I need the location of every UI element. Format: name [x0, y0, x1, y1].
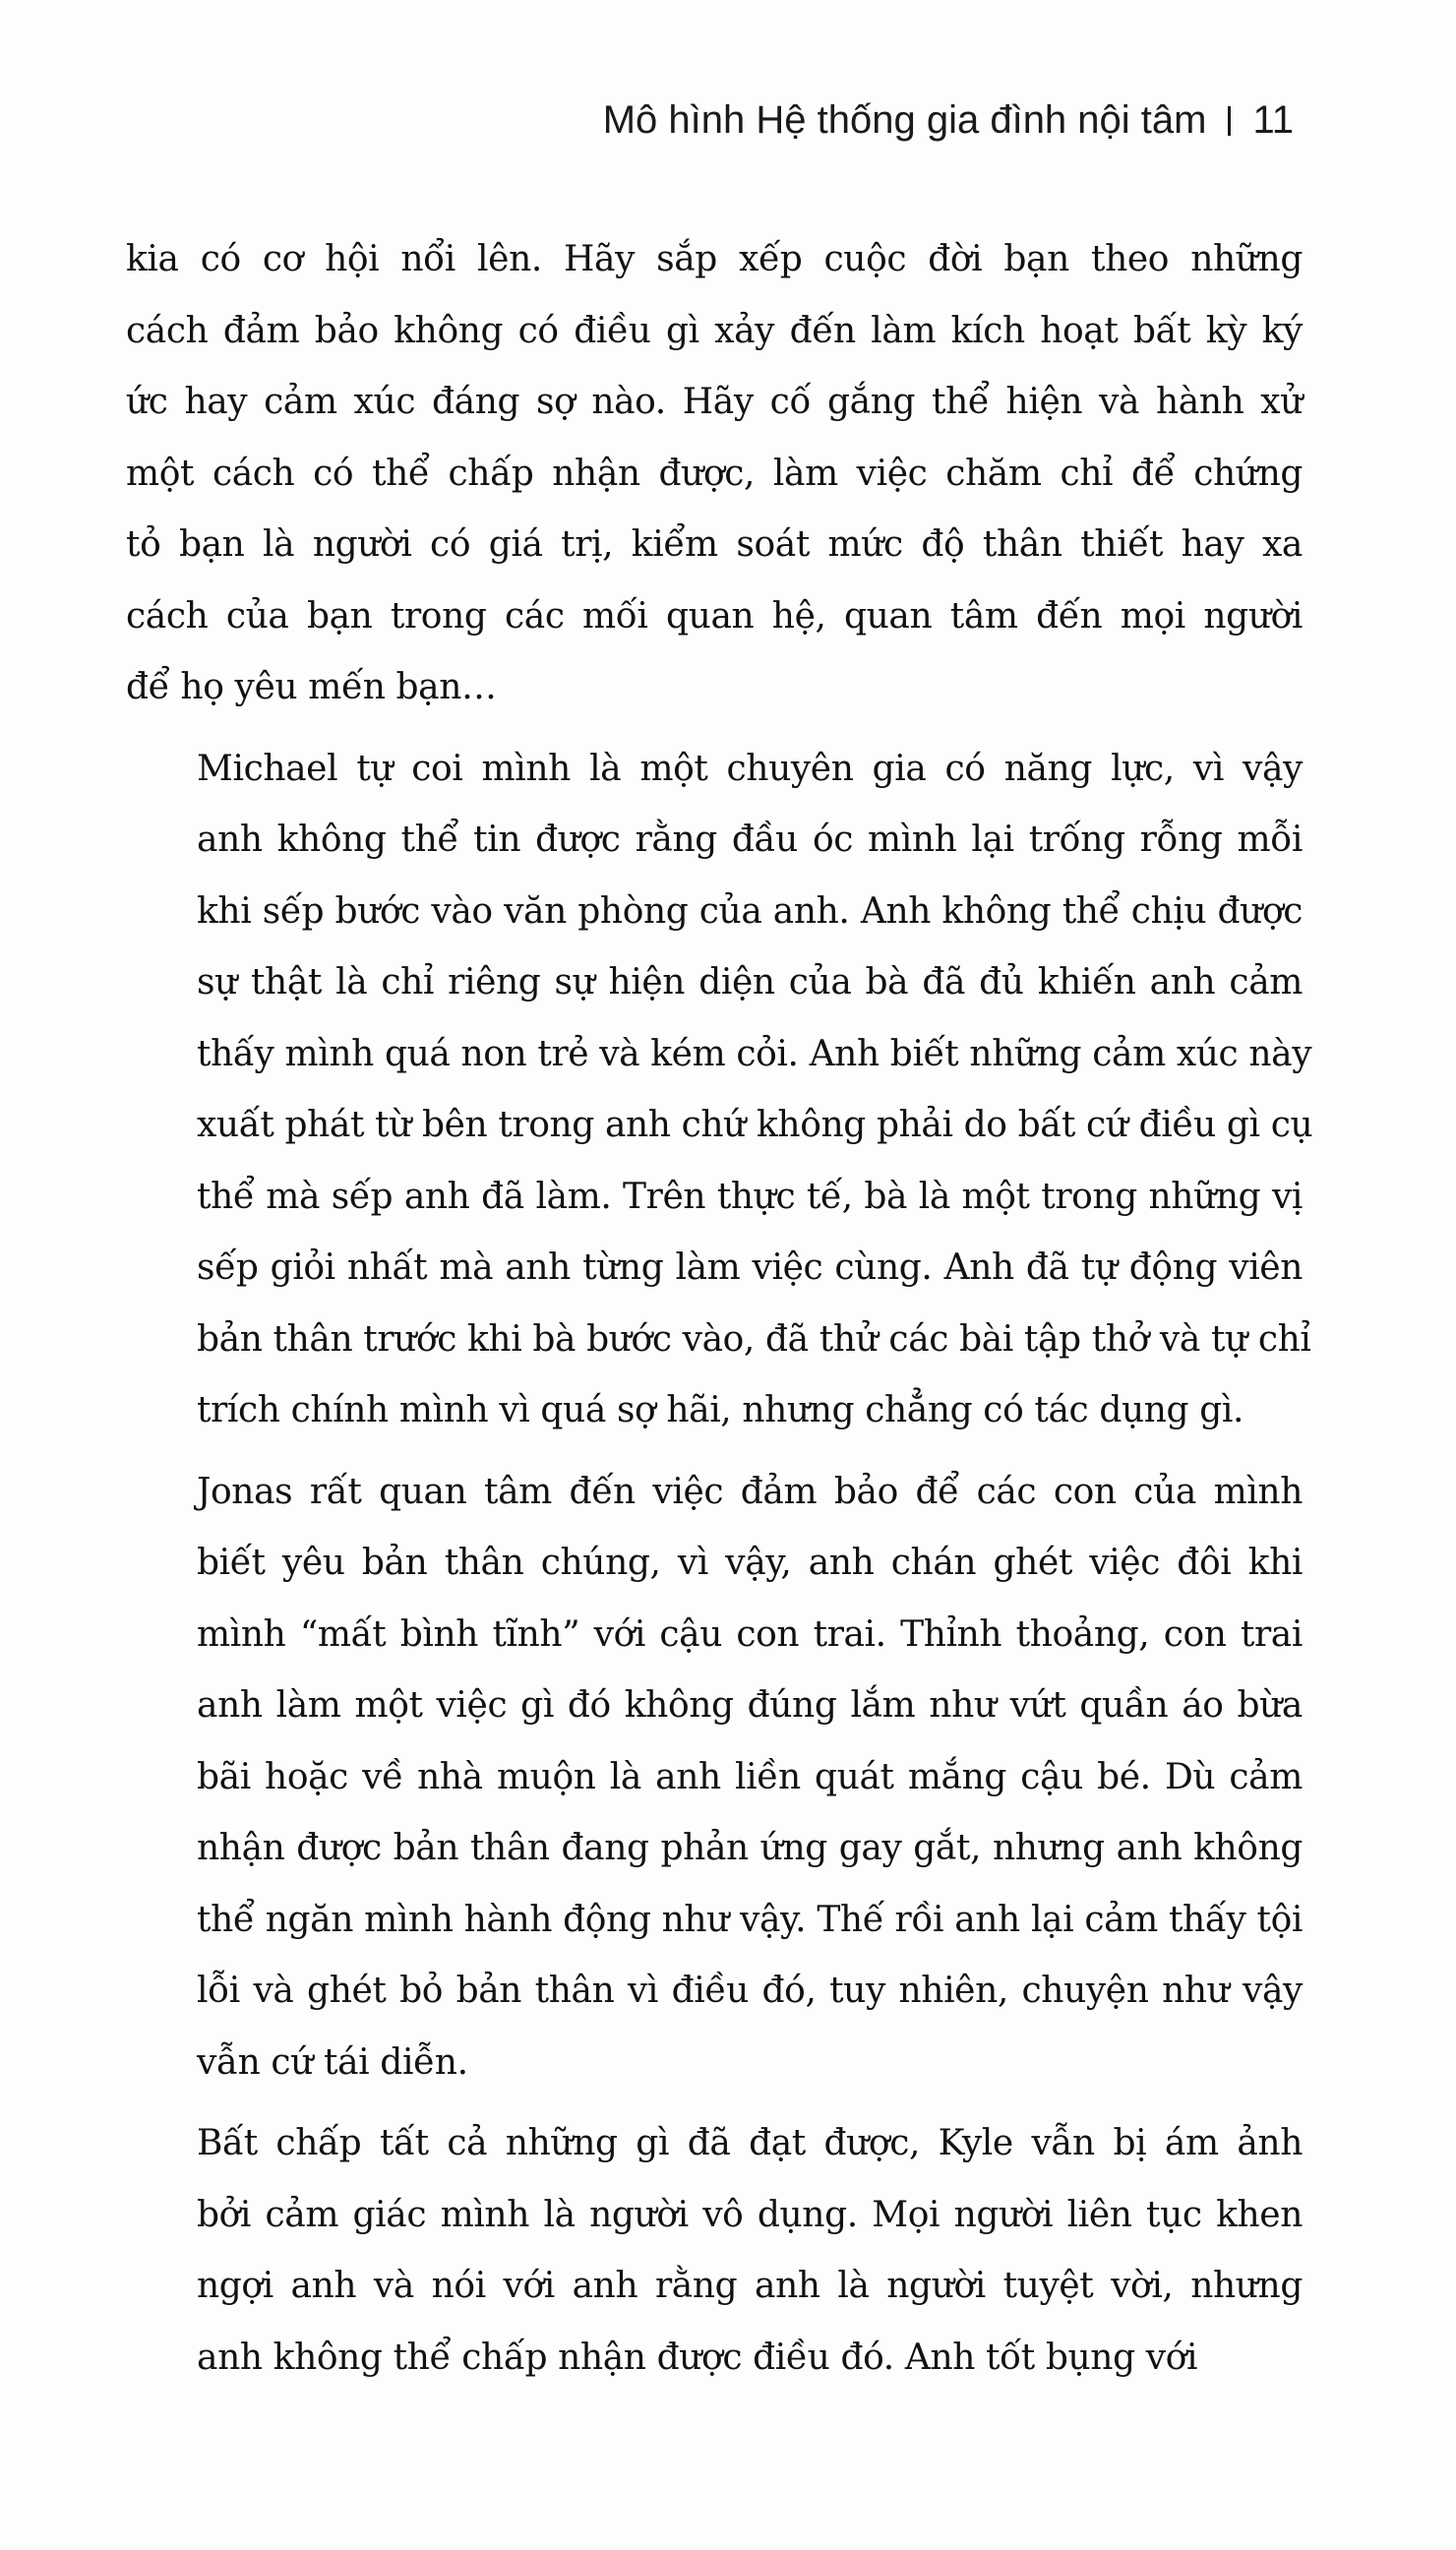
text-line: cách của bạn trong các mối quan hệ, quan tâm đến mọi người — [126, 595, 1303, 637]
text-line: biết yêu bản thân chúng, vì vậy, anh chán ghét việc đôi khi — [197, 1543, 1303, 1583]
text-line: anh làm một việc gì đó không đúng lắm như vứt quần áo bừa — [197, 1685, 1303, 1726]
text-line: Bất chấp tất cả những gì đã đạt được, Kyle vẫn bị ám ảnh — [197, 2123, 1303, 2163]
text-line: vẫn cứ tái diễn. — [197, 2041, 468, 2083]
text-line: mình “mất bình tĩnh” với cậu con trai. Thỉnh thoảng, con trai — [197, 1613, 1303, 1655]
text-line: ngợi anh và nói với anh rằng anh là người tuyệt vời, nhưng — [197, 2266, 1303, 2306]
chapter-title: Mô hình Hệ thống gia đình nội tâm — [602, 98, 1207, 142]
paragraph — [126, 1457, 1303, 2099]
paragraph — [126, 2108, 1303, 2394]
text-line: thể ngăn mình hành động như vậy. Thế rồi anh lại cảm thấy tội — [197, 1899, 1303, 1940]
text-line: thể mà sếp anh đã làm. Trên thực tế, bà là một trong những vị — [197, 1176, 1303, 1217]
header-separator — [1228, 106, 1231, 136]
text-line: Jonas rất quan tâm đến việc đảm bảo để các con của mình — [197, 1471, 1303, 1512]
text-line: nhận được bản thân đang phản ứng gay gắt, nhưng anh không — [197, 1828, 1303, 1868]
text-line: anh không thể tin được rằng đầu óc mình lại trống rỗng mỗi — [197, 820, 1303, 860]
paragraph — [126, 734, 1313, 1447]
text-line: cách đảm bảo không có điều gì xảy đến làm kích hoạt bất kỳ ký — [126, 310, 1303, 351]
text-line: bãi hoặc về nhà muộn là anh liền quát mắng cậu bé. Dù cảm — [197, 1756, 1303, 1797]
text-line: xuất phát từ bên trong anh chứ không phải do bất cứ điều gì cụ — [197, 1105, 1313, 1145]
body-text — [126, 224, 1313, 2403]
text-line: anh không thể chấp nhận được điều đó. Anh tốt bụng với — [197, 2337, 1198, 2378]
text-line: ức hay cảm xúc đáng sợ nào. Hãy cố gắng thể hiện và hành xử — [126, 382, 1303, 422]
text-line: để họ yêu mến bạn… — [126, 667, 497, 707]
text-line: bởi cảm giác mình là người vô dụng. Mọi người liên tục khen — [197, 2194, 1303, 2235]
text-line: Michael tự coi mình là một chuyên gia có năng lực, vì vậy — [197, 748, 1303, 789]
text-line: sếp giỏi nhất mà anh từng làm việc cùng. Anh đã tự động viên — [197, 1247, 1303, 1288]
text-line: sự thật là chỉ riêng sự hiện diện của bà đã đủ khiến anh cảm — [197, 962, 1303, 1002]
text-line: thấy mình quá non trẻ và kém cỏi. Anh biết những cảm xúc này — [197, 1033, 1312, 1074]
text-line: trích chính mình vì quá sợ hãi, nhưng chẳng có tác dụng gì. — [197, 1390, 1244, 1430]
running-header — [603, 98, 1294, 143]
page-number: 11 — [1252, 98, 1294, 142]
text-line: khi sếp bước vào văn phòng của anh. Anh không thể chịu được — [197, 890, 1303, 932]
text-line: kia có cơ hội nổi lên. Hãy sắp xếp cuộc đời bạn theo những — [126, 239, 1303, 279]
paragraph — [126, 224, 1303, 724]
text-line: lỗi và ghét bỏ bản thân vì điều đó, tuy nhiên, chuyện như vậy — [197, 1971, 1303, 2011]
text-line: tỏ bạn là người có giá trị, kiểm soát mức độ thân thiết hay xa — [126, 524, 1303, 565]
text-line: bản thân trước khi bà bước vào, đã thử các bài tập thở và tự chỉ — [197, 1318, 1311, 1360]
text-line: một cách có thể chấp nhận được, làm việc chăm chỉ để chứng — [126, 453, 1303, 494]
